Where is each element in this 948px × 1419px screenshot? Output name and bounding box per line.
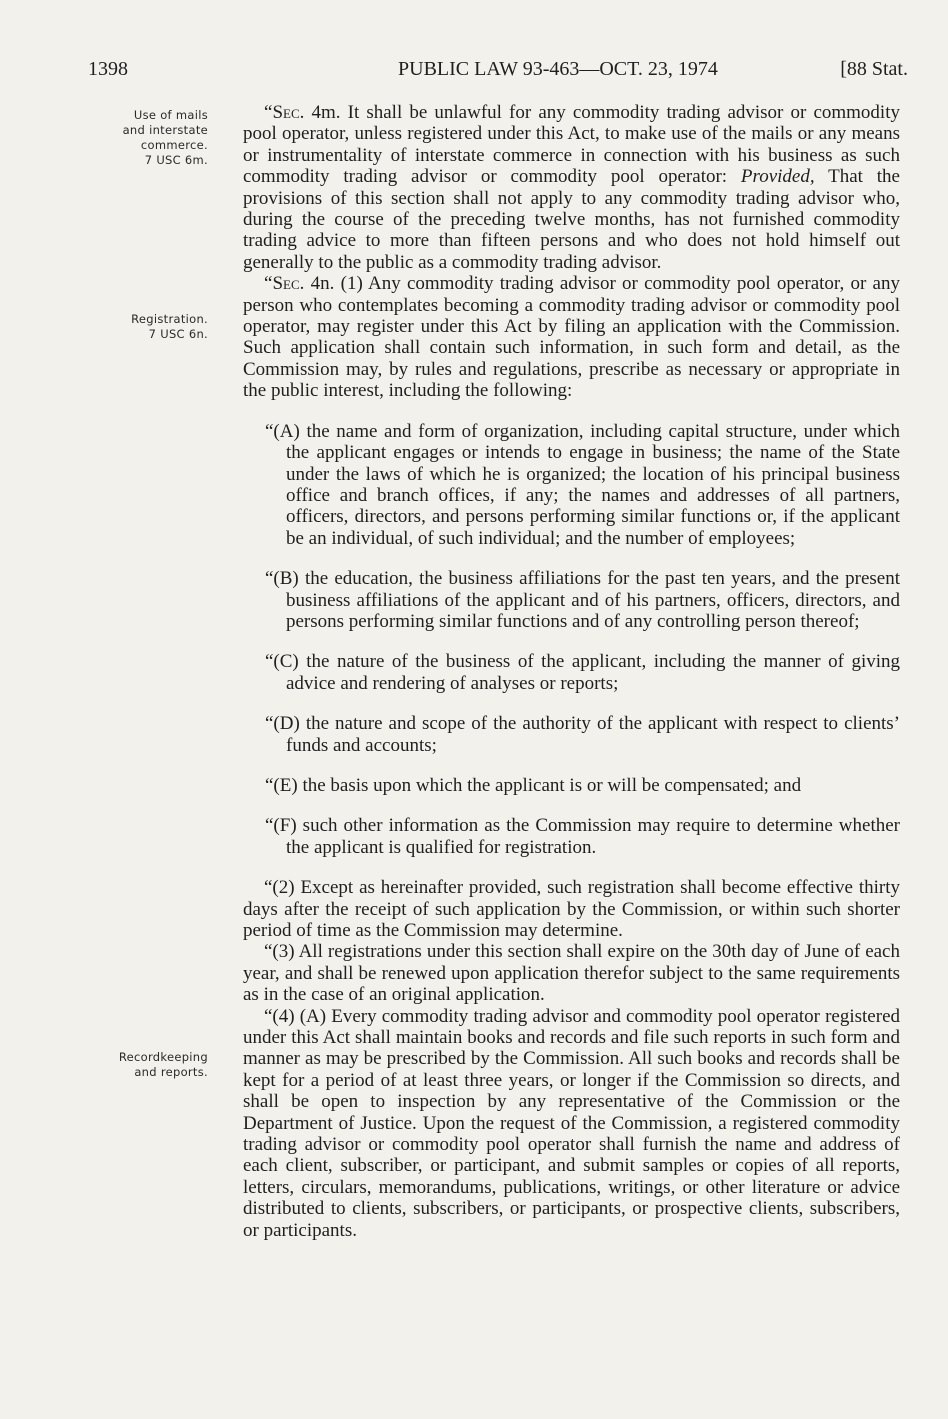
item-d: “(D) the nature and scope of the authority of the applicant with respect to clients’ funds and accounts; xyxy=(265,713,900,756)
margin-note-line: and interstate xyxy=(122,123,208,137)
paragraph-3: “(3) All registrations under this section shall expire on the 30th day of June of each year, and shall be renewed upon application therefor subject to the same requirements as in the case of an original application. xyxy=(243,941,900,1006)
section-text: That the provisions of this section shall not apply to any commodity trading advisor who, during the course of the preceding twelve months, has not furnished commodity trading advice to more than fifteen persons and who does not hold himself out generally to the public as a commodity trading advisor. xyxy=(243,166,900,273)
item-e: “(E) the basis upon which the applicant is or will be compensated; and xyxy=(265,774,802,796)
margin-note-line: 7 USC 6n. xyxy=(148,327,208,341)
paragraph-2: “(2) Except as hereinafter provided, such registration shall become effective thirty days after the receipt of such application by the Commission, or within such shorter period of time as the Commission may determine. xyxy=(243,877,900,941)
margin-note-line: Recordkeeping xyxy=(118,1050,208,1064)
item-b: “(B) the education, the business affiliations for the past ten years, and the present business affiliations of the applicant and of his partners, officers, directors, and persons performing similar functions and of any controlling person thereof; xyxy=(265,568,900,632)
section-label: Sec. xyxy=(272,102,305,123)
margin-note-recordkeeping xyxy=(88,1050,208,1080)
section-4m xyxy=(243,102,900,273)
item-f: “(F) such other information as the Commission may require to determine whether the applicant is qualified for registration. xyxy=(265,815,900,858)
margin-note-line: and reports. xyxy=(134,1065,208,1079)
page-header xyxy=(88,58,908,86)
section-text: 4n. (1) Any commodity trading advisor or commodity pool operator, or any person who contemplates becoming a commodity trading advisor or commodity pool operator, may register under this Act by filing an application with the Commission. Such application shall contain such information, in such form and detail, as the Commission may, by rules and regulations, prescribe as necessary or appropriate in the public interest, including the following: xyxy=(243,273,900,402)
margin-note-line: 7 USC 6m. xyxy=(144,153,208,167)
margin-note-line: commerce. xyxy=(140,138,208,152)
page-title: PUBLIC LAW 93-463—OCT. 23, 1974 xyxy=(398,58,718,80)
section-4n xyxy=(243,273,900,401)
margin-note-registration xyxy=(88,312,208,342)
margin-note-mails xyxy=(88,108,208,168)
section-label: Sec. xyxy=(272,273,305,295)
page-number: 1398 xyxy=(88,58,128,80)
margin-note-line: Registration. xyxy=(131,312,208,326)
statute-reference: [88 Stat. xyxy=(840,58,908,80)
quote-mark: “ xyxy=(264,102,273,123)
paragraph-4: “(4) (A) Every commodity trading advisor and commodity pool operator registered under this Act shall maintain books and records and file such reports in such form and manner as may be prescribed by the Commission. All such books and records shall be kept for a period of at least three years, or longer if the Commission so directs, and shall be open to inspection by any representative of the Commission or the Department of Justice. Upon the request of the Commission, a registered commodity trading advisor or commodity pool operator shall furnish the name and address of each client, subscriber, or participant, and submit samples or copies of all reports, letters, circulars, memorandums, publications, writings, or other literature or advice distributed to clients, subscribers, or participants, or prospective clients, subscribers, or participants. xyxy=(243,1005,900,1241)
provided-term: Provided, xyxy=(740,166,815,188)
quote-mark: “ xyxy=(264,273,273,295)
item-a: “(A) the name and form of organization, including capital structure, under which the applicant engages or intends to engage in business; the name of the State under the laws of which he is organized; the location of his principal business office and branch offices, if any; the names and addresses of all partners, officers, directors, and persons performing similar functions or, if the applicant be an individual, of such individual; and the number of employees; xyxy=(265,420,900,549)
margin-note-line: Use of mails xyxy=(133,108,208,122)
body-text xyxy=(243,102,900,1241)
section-text: 4m. It shall be unlawful for any commodity trading advisor or commodity pool operator, unless registered under this Act, to make use of the mails or any means or instrumentality of interstate commerce in connection with his business as such commodity trading advisor or commodity pool operator: xyxy=(243,102,900,188)
item-c: “(C) the nature of the business of the applicant, including the manner of giving advice and rendering of analyses or reports; xyxy=(265,651,900,694)
